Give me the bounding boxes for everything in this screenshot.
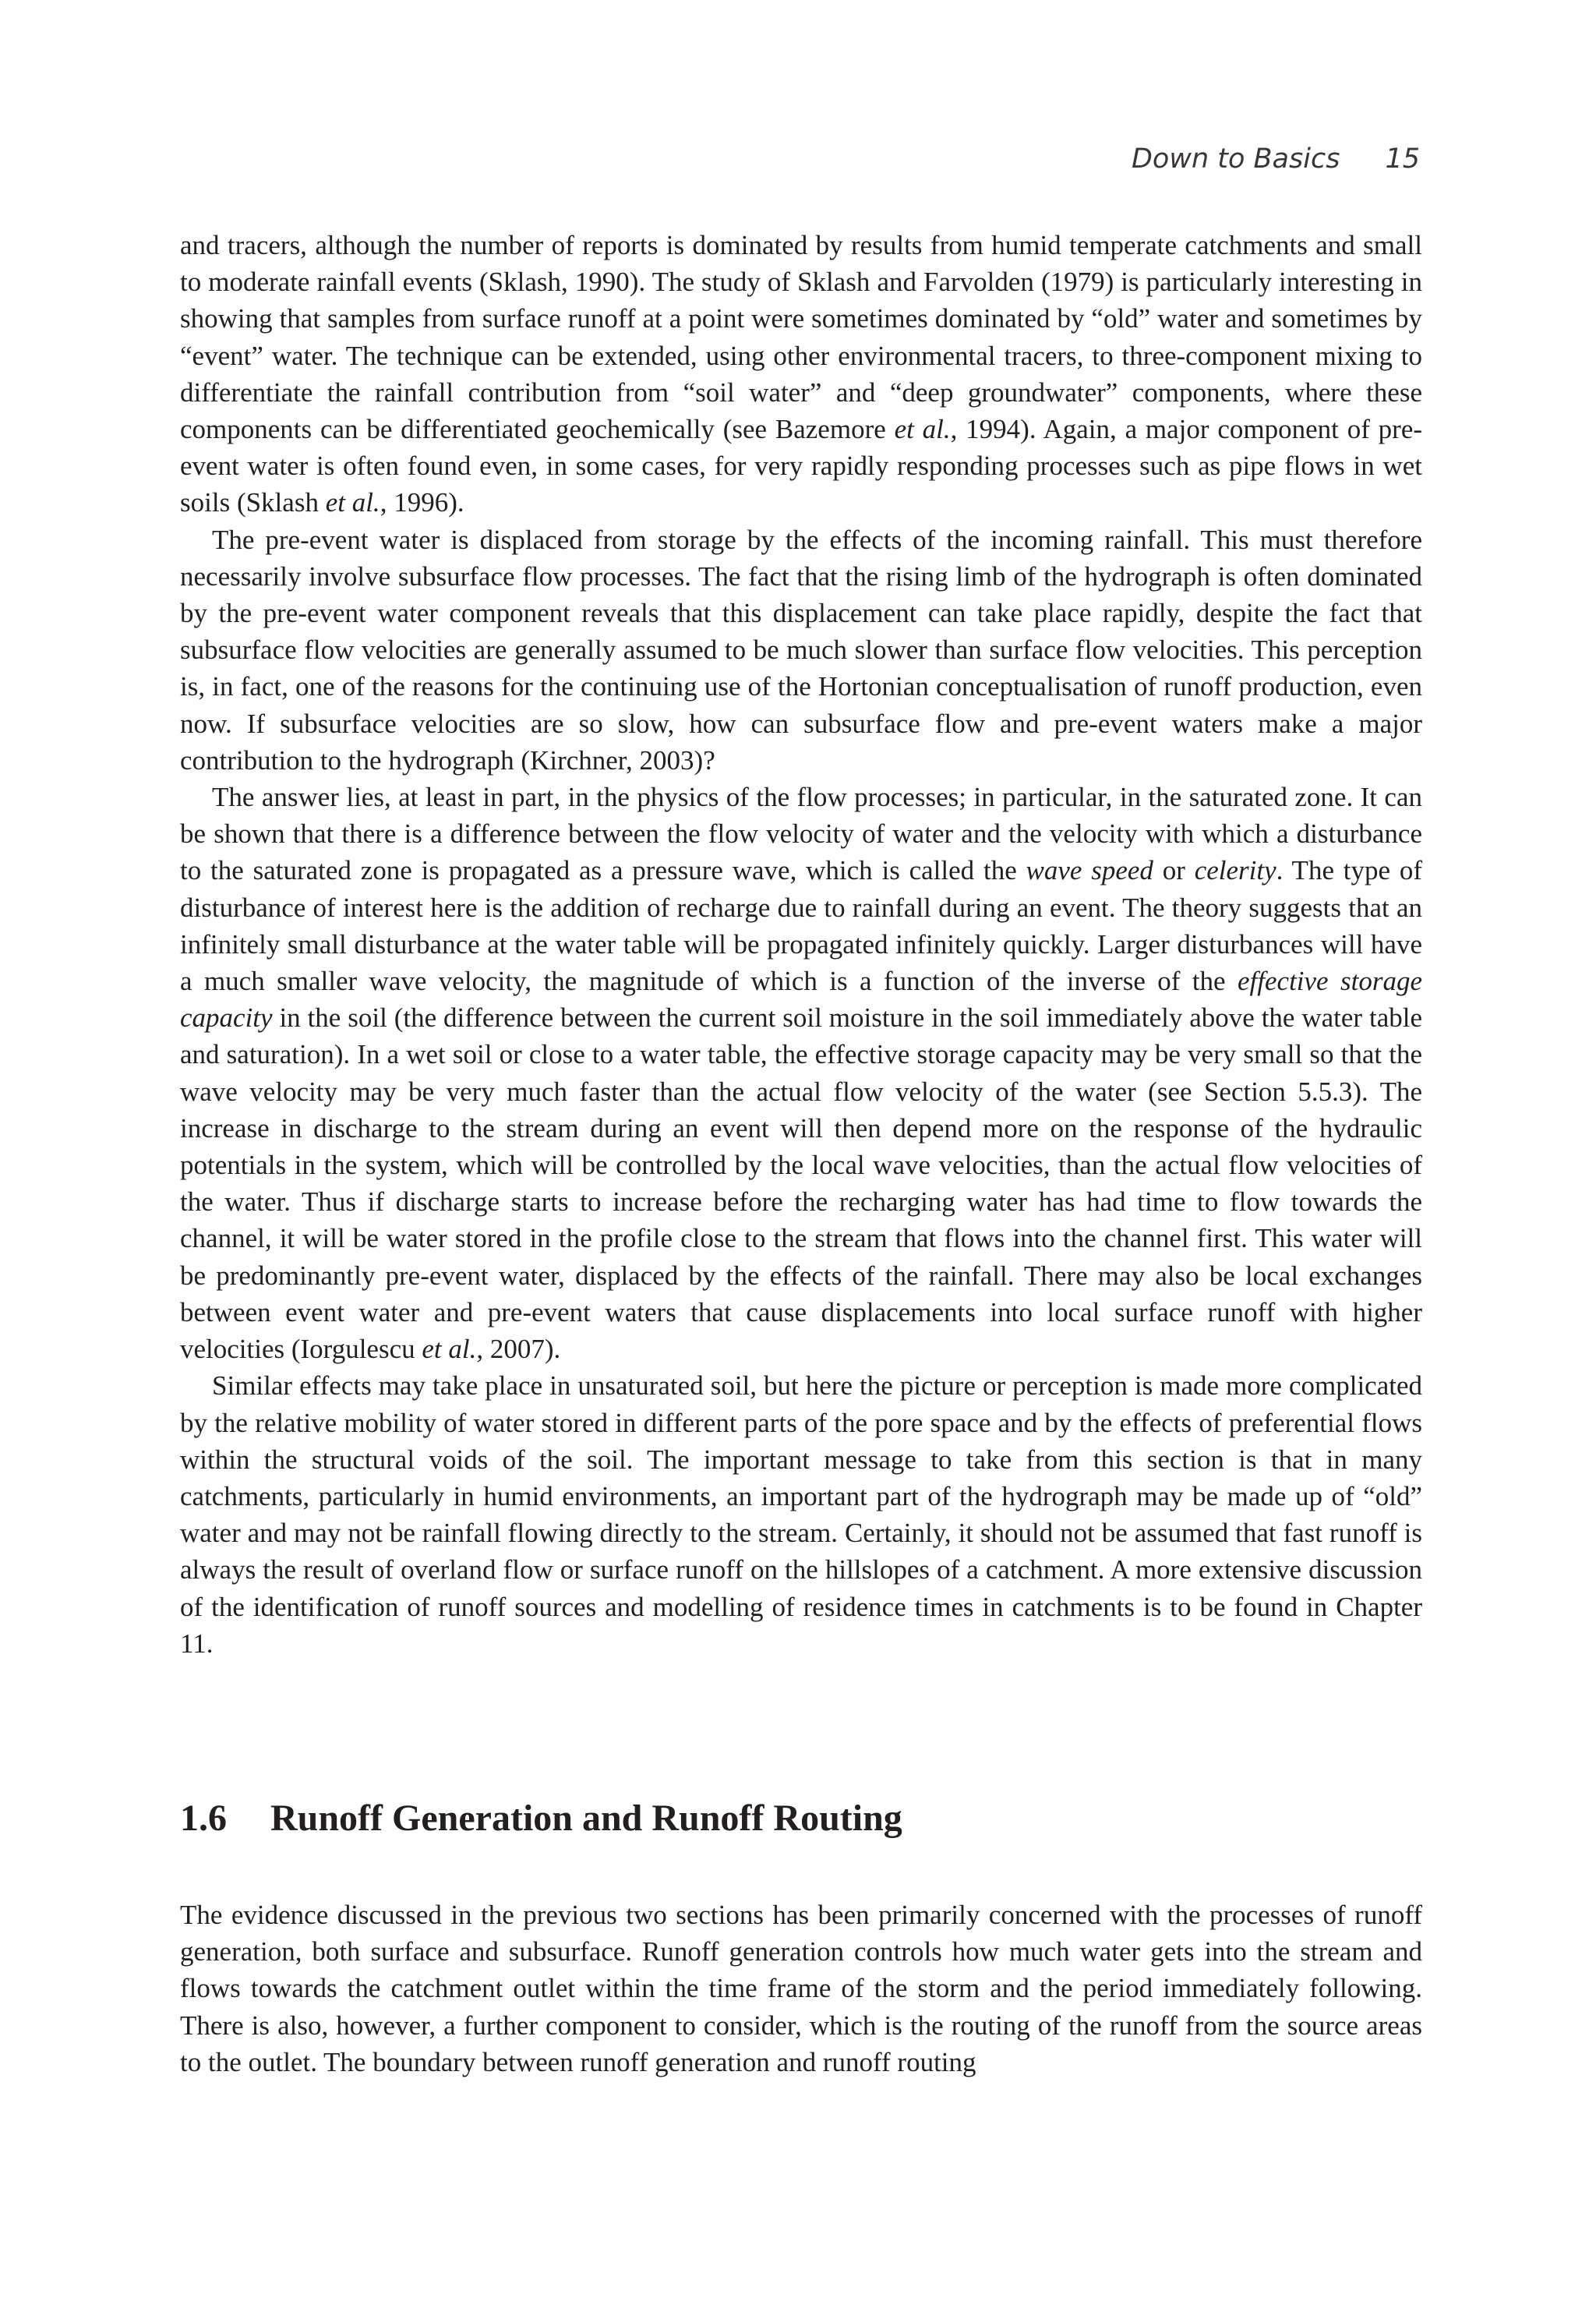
main-text	[180, 227, 1422, 1662]
italic-text: effective storage capacity	[180, 966, 1422, 1034]
paragraph-3	[180, 779, 1422, 1367]
text-run: The answer lies, at least in part, in the physics of the flow processes; in particular, in the saturated zone. It can be shown that there is a difference between the flow velocity of water and the velocity with which a disturbance to the saturated zone is propagated as a pressure wave, which is called the	[180, 782, 1422, 886]
section-body	[180, 1897, 1422, 2080]
italic-text: celerity	[1194, 855, 1276, 886]
text-run: , 1996).	[380, 487, 464, 518]
text-run: or	[1153, 855, 1195, 886]
text-run: , 2007).	[476, 1334, 561, 1365]
section-paragraph: The evidence discussed in the previous two sections has been primarily concerned with the processes of runoff generation, both surface and subsurface. Runoff generation controls how much water gets into the stream and flows towards the catchment outlet within the time frame of the storm and the period immediately following. There is also, however, a further component to consider, which is the routing of the runoff from the source areas to the outlet. The boundary between runoff generation and runoff routing	[180, 1900, 1422, 2077]
text-run: in the soil (the difference between the current soil moisture in the soil immediately above the water table and saturation). In a wet soil or close to a water table, the effective storage capacity may be very small so that the wave velocity may be very much faster than the actual flow velocity of the water (see Section 5.5.3). The increase in discharge to the stream during an event will then depend more on the response of the hydraulic potentials in the system, which will be controlled by the local wave velocities, than the actual flow velocities of the water. Thus if discharge starts to increase before the recharging water has had time to flow towards the channel, it will be water stored in the profile close to the stream that flows into the channel first. This water will be predominantly pre-event water, displaced by the effects of the rainfall. There may also be local exchanges between event water and pre-event waters that cause displacements into local surface runoff with higher velocities (Iorgulescu	[180, 1002, 1422, 1365]
italic-text: et al.	[894, 414, 951, 445]
text-run: , 1994). Again, a major component of pre-event water is often found even, in some cases, for very rapidly responding processes such as pipe flows in wet soils (Sklash	[180, 414, 1423, 518]
paragraph-1	[180, 227, 1422, 521]
text-run: and tracers, although the number of reports is dominated by results from humid temperate catchments and small to moderate rainfall events (Sklash, 1990). The study of Sklash and Farvolden (1979) is particularly interesting in showing that samples from surface runoff at a point were sometimes dominated by “old” water and sometimes by “event” water. The technique can be extended, using other environmental tracers, to three-component mixing to differentiate the rainfall contribution from “soil water” and “deep groundwater” components, where these components can be differentiated geochemically (see Bazemore	[180, 230, 1422, 445]
italic-text: et al.	[325, 487, 380, 518]
text-run: The pre-event water is displaced from storage by the effects of the incoming rainfall. This must therefore necessarily involve subsurface flow processes. The fact that the rising limb of the hydrograph is often dominated by the pre-event water component reveals that this displacement can take place rapidly, despite the fact that subsurface flow velocities are generally assumed to be much slower than surface flow velocities. This perception is, in fact, one of the reasons for the continuing use of the Hortonian conceptualisation of runoff production, even now. If subsurface velocities are so slow, how can subsurface flow and pre-event waters make a major contribution to the hydrograph (Kirchner, 2003)?	[180, 524, 1422, 776]
italic-text: wave speed	[1026, 855, 1153, 886]
section-number: 1.6	[180, 1798, 227, 1839]
italic-text: et al.	[422, 1334, 477, 1365]
paragraph-4	[180, 1367, 1422, 1662]
running-head-title: Down to Basics	[1131, 143, 1340, 175]
text-run: Similar effects may take place in unsaturated soil, but here the picture or perception is made more complicated by the relative mobility of water stored in different parts of the pore space and by the effects of preferential flows within the structural voids of the soil. The important message to take from this section is that in many catchments, particularly in humid environments, an important part of the hydrograph may be made up of “old” water and may not be rainfall flowing directly to the stream. Certainly, it should not be assumed that fast runoff is always the result of overland flow or surface runoff on the hillslopes of a catchment. A more extensive discussion of the identification of runoff sources and modelling of residence times in catchments is to be found in Chapter 11.	[180, 1370, 1422, 1659]
section-heading	[180, 1795, 902, 1842]
paragraph-2	[180, 521, 1422, 779]
page-number: 15	[1385, 143, 1420, 175]
section-title: Runoff Generation and Runoff Routing	[270, 1798, 902, 1839]
text-run: . The type of disturbance of interest here is the addition of recharge due to rainfall during an event. The theory suggests that an infinitely small disturbance at the water table will be propagated infinitely quickly. Larger disturbances will have a much smaller wave velocity, the magnitude of which is a function of the inverse of the	[180, 855, 1422, 997]
running-head	[1132, 143, 1420, 175]
